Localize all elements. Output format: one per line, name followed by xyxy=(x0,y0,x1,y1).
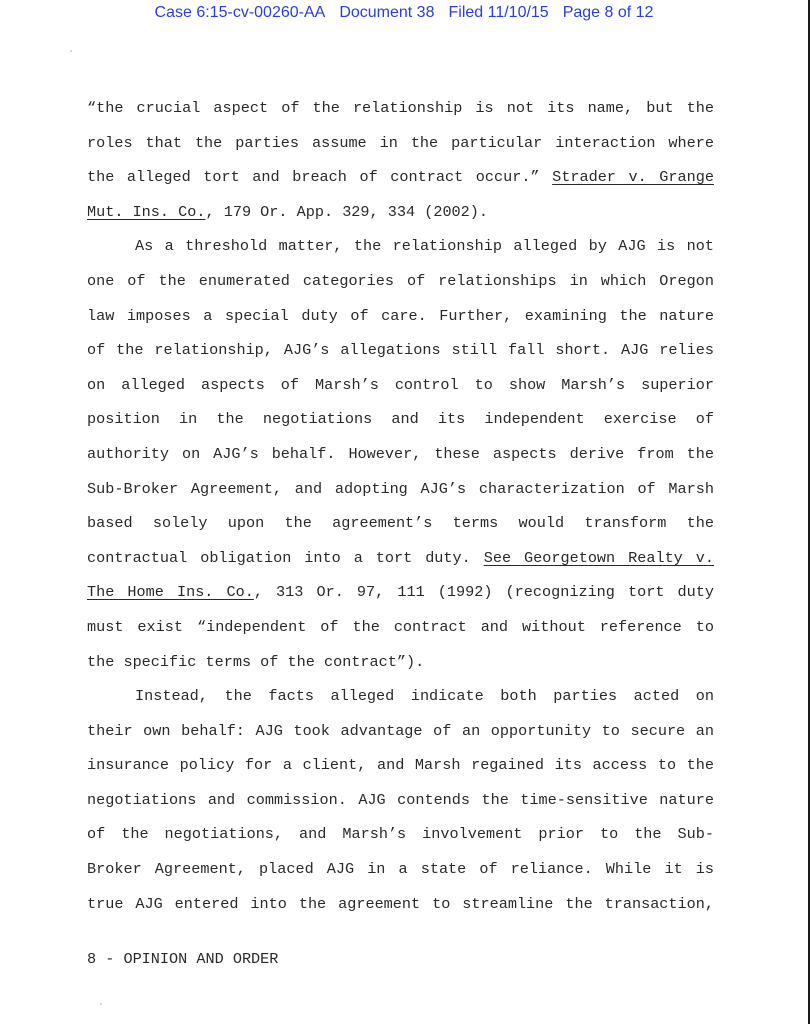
case-citation: Strader v. Grange xyxy=(552,168,714,187)
case-citation: See Georgetown Realty v. xyxy=(483,548,714,567)
case-citation: Mut. Ins. Co. xyxy=(87,202,206,221)
text-line: “the crucial aspect of the relationship is not its name, but the xyxy=(87,99,714,117)
text-line: Broker Agreement, placed AJG in a state of reliance. While it is xyxy=(87,860,714,879)
text-line: insurance policy for a client, and Marsh regained its access to the xyxy=(87,756,714,775)
text-line: The Home Ins. Co., 313 Or. 97, 111 (1992) (recognizing tort duty xyxy=(87,583,714,602)
page-footer: 8 - OPINION AND ORDER xyxy=(87,950,279,968)
ecf-header xyxy=(0,4,808,22)
text-line: position in the negotiations and its independent exercise of xyxy=(87,410,714,429)
text-line: negotiations and commission. AJG contends the time-sensitive nature xyxy=(87,790,714,809)
text-line: As a threshold matter, the relationship alleged by AJG is not xyxy=(135,237,714,256)
text-line: authority on AJG’s behalf. However, these aspects derive from the xyxy=(87,444,714,463)
text-line: of the negotiations, and Marsh’s involvement prior to the Sub- xyxy=(87,825,714,844)
filed-date: Filed 11/10/15 xyxy=(448,4,549,21)
text-line: the specific terms of the contract”). xyxy=(87,652,425,671)
text-line: their own behalf: AJG took advantage of an opportunity to secure an xyxy=(87,721,714,740)
text-line: Mut. Ins. Co., 179 Or. App. 329, 334 (2002). xyxy=(87,202,489,221)
case-citation: The Home Ins. Co. xyxy=(87,583,254,602)
text-line: contractual obligation into a tort duty. See Georgetown Realty v. xyxy=(87,548,714,567)
document-number: Document 38 xyxy=(339,4,435,21)
text-line: the alleged tort and breach of contract occur.” Strader v. Grange xyxy=(87,168,714,187)
scan-speck xyxy=(70,50,72,52)
case-number: Case 6:15-cv-00260-AA xyxy=(154,4,326,21)
scan-speck xyxy=(100,1003,102,1005)
text-line: one of the enumerated categories of relationships in which Oregon xyxy=(87,271,714,290)
text-line: based solely upon the agreement’s terms would transform the xyxy=(87,514,714,533)
page-indicator: Page 8 of 12 xyxy=(562,4,654,21)
opinion-body xyxy=(87,91,714,921)
text-line: on alleged aspects of Marsh’s control to show Marsh’s superior xyxy=(87,375,714,394)
text-line: law imposes a special duty of care. Further, examining the nature xyxy=(87,306,714,325)
text-line: true AJG entered into the agreement to streamline the transaction, xyxy=(87,894,714,913)
text-line: must exist “independent of the contract and without reference to xyxy=(87,617,714,636)
text-line: Sub-Broker Agreement, and adopting AJG’s characterization of Marsh xyxy=(87,479,714,498)
text-line: of the relationship, AJG’s allegations still fall short. AJG relies xyxy=(87,341,714,360)
text-line: roles that the parties assume in the particular interaction where xyxy=(87,133,714,152)
text-line: Instead, the facts alleged indicate both parties acted on xyxy=(135,687,714,706)
